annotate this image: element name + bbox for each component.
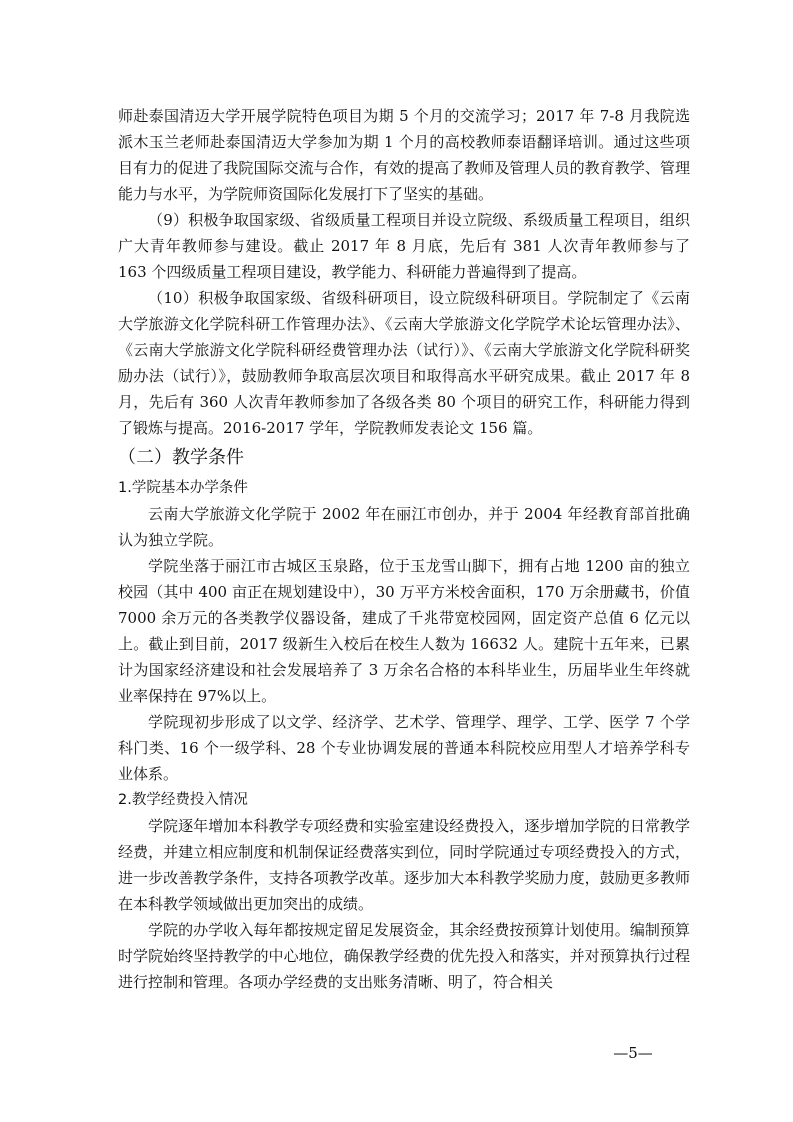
subsection-title-basic-conditions: 1.学院基本办学条件 [118,480,248,496]
page-number: —5— [613,1044,653,1062]
paragraph-disciplines: 学院现初步形成了以文学、经济学、艺术学、管理学、理学、工学、医学 7 个学科门类、16 个一级学科、28 个专业协调发展的普通本科院校应用型人才培养学科专业体系。 [118,713,690,783]
paragraph-campus: 学院坐落于丽江市古城区玉泉路，位于玉龙雪山脚下，拥有占地 1200 亩的独立校园（其中 400 亩正在规划建设中），30 万平方米校舍面积，170 万余册藏书，价值 7000 余万元的各类教学仪器设备，建成了千兆带宽校园网，固定资产总值 6 亿元以上。截止到目前，2017 级新生入校后在校生人数为 16632 人。建院十五年来，已累计为国家经济建设和社会发展培养了 3 万余名合格的本科毕业生，历届毕业生年终就业率保持在 97%以上。 [118,557,690,705]
paragraph-budget: 学院的办学收入每年都按规定留足发展资金，其余经费按预算计划使用。编制预算时学院始终坚持教学的中心地位，确保教学经费的优先投入和落实，并对预算执行过程进行控制和管理。各项办学经费的支出账务清晰、明了，符合相关 [118,921,690,991]
subsection-title-funding: 2.教学经费投入情况 [118,792,248,808]
page-body [118,103,690,995]
paragraph-research-projects: （10）积极争取国家级、省级科研项目，设立院级科研项目。学院制定了《云南大学旅游文化学院科研工作管理办法》、《云南大学旅游文化学院学术论坛管理办法》、《云南大学旅游文化学院科研经费管理办法（试行）》、《云南大学旅游文化学院科研奖励办法（试行）》，鼓励教师争取高层次项目和取得高水平研究成果。截止 2017 年 8 月，先后有 360 人次青年教师参加了各级各类 80 个项目的研究工作，科研能力得到了锻炼与提高。2016-2017 学年，学院教师发表论文 156 篇。 [118,289,690,437]
paragraph-quality-projects: （9）积极争取国家级、省级质量工程项目并设立院级、系级质量工程项目，组织广大青年教师参与建设。截止 2017 年 8 月底，先后有 381 人次青年教师参与了 163 个四级质量工程项目建设，教学能力、科研能力普遍得到了提高。 [118,211,690,281]
paragraph-funding-increase: 学院逐年增加本科教学专项经费和实验室建设经费投入，逐步增加学院的日常教学经费，并建立相应制度和机制保证经费落实到位，同时学院通过专项经费投入的方式，进一步改善教学条件，支持各项教学改革。逐步加大本科教学奖励力度，鼓励更多教师在本科教学领域做出更加突出的成绩。 [118,817,690,913]
paragraph-exchange-projects: 师赴泰国清迈大学开展学院特色项目为期 5 个月的交流学习；2017 年 7-8 月我院选派木玉兰老师赴泰国清迈大学参加为期 1 个月的高校教师泰语翻译培训。通过这些项目有力的促进了我院国际交流与合作，有效的提高了教师及管理人员的教育教学、管理能力与水平，为学院师资国际化发展打下了坚实的基础。 [118,107,690,203]
paragraph-founding: 云南大学旅游文化学院于 2002 年在丽江市创办，并于 2004 年经教育部首批确认为独立学院。 [118,505,690,549]
section-heading-teaching-conditions: （二）教学条件 [118,447,244,468]
